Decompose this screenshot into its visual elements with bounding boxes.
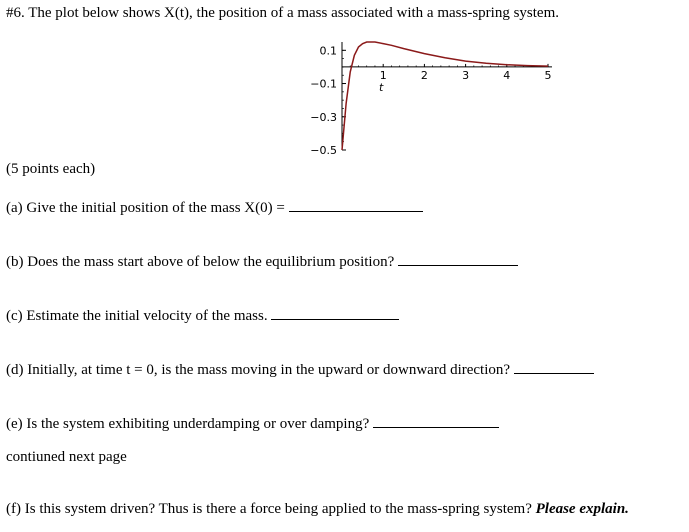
x-tick-label: 4 xyxy=(503,68,511,82)
y-tick-label: 0.1 xyxy=(319,44,337,58)
x-tick-label: 2 xyxy=(420,68,428,82)
question-f-emphasis: Please explain. xyxy=(535,501,629,517)
question-b xyxy=(6,251,518,271)
question-e-text: (e) Is the system exhibiting underdamping or over damping? xyxy=(6,416,373,432)
question-e xyxy=(6,413,499,433)
answer-blank-b[interactable] xyxy=(398,251,518,266)
points-note: (5 points each) xyxy=(6,161,96,177)
question-c xyxy=(6,305,399,325)
plot-series xyxy=(342,42,548,150)
question-f xyxy=(6,501,629,518)
question-b-text: (b) Does the mass start above of below the equilibrium position? xyxy=(6,254,398,270)
continued-note: contiuned next page xyxy=(6,449,127,465)
x-tick-label: 1 xyxy=(379,68,387,82)
answer-blank-a[interactable] xyxy=(289,197,423,212)
y-tick-label: −0.3 xyxy=(310,110,337,124)
question-d-text: (d) Initially, at time t = 0, is the mass moving in the upward or downward direction? xyxy=(6,362,514,378)
y-tick-label: −0.1 xyxy=(310,77,337,91)
answer-blank-c[interactable] xyxy=(271,305,399,320)
x-axis-title: t xyxy=(378,80,384,94)
problem-header: #6. The plot below shows X(t), the position of a mass associated with a mass-spring system. xyxy=(6,5,559,21)
question-d xyxy=(6,359,594,379)
question-c-text: (c) Estimate the initial velocity of the mass. xyxy=(6,308,272,324)
y-tick-label: −0.5 xyxy=(310,144,337,157)
position-plot xyxy=(280,38,580,158)
question-a-text: (a) Give the initial position of the mass X(0) = xyxy=(6,200,289,216)
question-a xyxy=(6,197,423,217)
x-tick-label: 5 xyxy=(544,68,552,82)
answer-blank-e[interactable] xyxy=(373,413,499,428)
question-f-text: (f) Is this system driven? Thus is there a force being applied to the mass-spring system? xyxy=(6,501,536,517)
answer-blank-d[interactable] xyxy=(514,359,594,374)
series-line xyxy=(342,42,548,150)
x-tick-label: 3 xyxy=(462,68,470,82)
